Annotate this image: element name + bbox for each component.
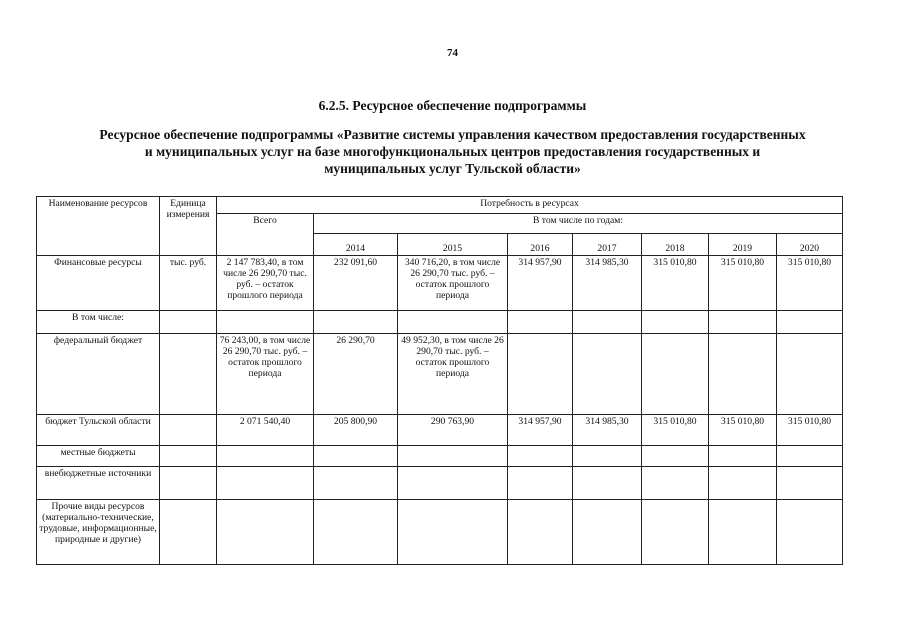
row-unit xyxy=(160,415,217,446)
row-value xyxy=(709,446,777,467)
row-name: федеральный бюджет xyxy=(37,334,160,415)
row-unit xyxy=(160,311,217,334)
row-value xyxy=(398,467,508,500)
row-value xyxy=(508,446,573,467)
table-row xyxy=(37,415,843,446)
row-unit: тыс. руб. xyxy=(160,256,217,311)
row-total xyxy=(217,311,314,334)
row-value xyxy=(642,311,709,334)
row-value: 315 010,80 xyxy=(709,415,777,446)
row-value xyxy=(642,446,709,467)
section-title: 6.2.5. Ресурсное обеспечение подпрограммы xyxy=(318,98,587,113)
row-value xyxy=(508,334,573,415)
row-unit xyxy=(160,446,217,467)
row-value xyxy=(508,500,573,565)
row-value: 205 800,90 xyxy=(314,415,398,446)
row-value xyxy=(314,311,398,334)
row-total xyxy=(217,446,314,467)
table-row xyxy=(37,446,843,467)
row-value: 314 957,90 xyxy=(508,415,573,446)
row-value: 315 010,80 xyxy=(709,256,777,311)
row-value: 290 763,90 xyxy=(398,415,508,446)
header-year-2019: 2019 xyxy=(709,234,777,256)
row-value xyxy=(398,446,508,467)
table-row xyxy=(37,311,843,334)
row-value: 49 952,30, в том числе 26 290,70 тыс. руб. – остаток прошлого периода xyxy=(398,334,508,415)
page-number: 74 xyxy=(447,47,458,59)
row-value xyxy=(642,467,709,500)
table-row xyxy=(37,334,843,415)
row-value: 315 010,80 xyxy=(642,415,709,446)
row-value xyxy=(777,446,843,467)
row-value: 26 290,70 xyxy=(314,334,398,415)
row-value xyxy=(709,334,777,415)
row-value xyxy=(398,311,508,334)
row-name: бюджет Тульской области xyxy=(37,415,160,446)
row-value xyxy=(314,467,398,500)
row-value: 314 985,30 xyxy=(573,256,642,311)
row-unit xyxy=(160,500,217,565)
row-total xyxy=(217,467,314,500)
row-value xyxy=(573,467,642,500)
header-row xyxy=(37,197,843,214)
row-value xyxy=(777,311,843,334)
row-value: 232 091,60 xyxy=(314,256,398,311)
row-unit xyxy=(160,334,217,415)
row-total: 76 243,00, в том числе 26 290,70 тыс. руб. – остаток прошлого периода xyxy=(217,334,314,415)
row-total: 2 147 783,40, в том числе 26 290,70 тыс. руб. – остаток прошлого периода xyxy=(217,256,314,311)
header-year-2017: 2017 xyxy=(573,234,642,256)
row-value xyxy=(573,446,642,467)
row-value xyxy=(709,311,777,334)
header-resource-name: Наименование ресурсов xyxy=(37,197,160,256)
row-value: 314 985,30 xyxy=(573,415,642,446)
header-unit: Единица измерения xyxy=(160,197,217,256)
row-value: 340 716,20, в том числе 26 290,70 тыс. руб. – остаток прошлого периода xyxy=(398,256,508,311)
row-value xyxy=(709,500,777,565)
row-value xyxy=(777,467,843,500)
header-by-years: В том числе по годам: xyxy=(314,214,843,234)
row-value xyxy=(573,311,642,334)
header-year-2016: 2016 xyxy=(508,234,573,256)
row-value xyxy=(508,467,573,500)
table-row xyxy=(37,256,843,311)
row-value xyxy=(642,500,709,565)
row-value xyxy=(508,311,573,334)
header-year-2015: 2015 xyxy=(398,234,508,256)
row-value: 314 957,90 xyxy=(508,256,573,311)
row-name: местные бюджеты xyxy=(37,446,160,467)
row-total: 2 071 540,40 xyxy=(217,415,314,446)
header-year-2018: 2018 xyxy=(642,234,709,256)
table-row xyxy=(37,500,843,565)
row-name: Прочие виды ресурсов (материально-технические, трудовые, информационные, природные и другие) xyxy=(37,500,160,565)
row-value xyxy=(573,500,642,565)
row-value xyxy=(777,334,843,415)
resources-table xyxy=(36,196,843,565)
row-value xyxy=(777,500,843,565)
document-title-line: и муниципальных услуг на базе многофункциональных центров предоставления государственных и xyxy=(144,144,761,159)
document-title-line: Ресурсное обеспечение подпрограммы «Развитие системы управления качеством предоставления государственных xyxy=(99,127,806,142)
header-year-2014: 2014 xyxy=(314,234,398,256)
document-title xyxy=(30,126,875,177)
row-value: 315 010,80 xyxy=(777,256,843,311)
row-value xyxy=(642,334,709,415)
header-need: Потребность в ресурсах xyxy=(217,197,843,214)
row-name: внебюджетные источники xyxy=(37,467,160,500)
row-value: 315 010,80 xyxy=(777,415,843,446)
row-name: Финансовые ресурсы xyxy=(37,256,160,311)
row-value xyxy=(709,467,777,500)
header-year-2020: 2020 xyxy=(777,234,843,256)
row-total xyxy=(217,500,314,565)
header-total: Всего xyxy=(217,214,314,256)
row-value xyxy=(314,446,398,467)
table-row xyxy=(37,467,843,500)
document-title-line: муниципальных услуг Тульской области» xyxy=(324,161,581,176)
row-unit xyxy=(160,467,217,500)
row-value: 315 010,80 xyxy=(642,256,709,311)
row-name: В том числе: xyxy=(37,311,160,334)
row-value xyxy=(573,334,642,415)
row-value xyxy=(314,500,398,565)
row-value xyxy=(398,500,508,565)
